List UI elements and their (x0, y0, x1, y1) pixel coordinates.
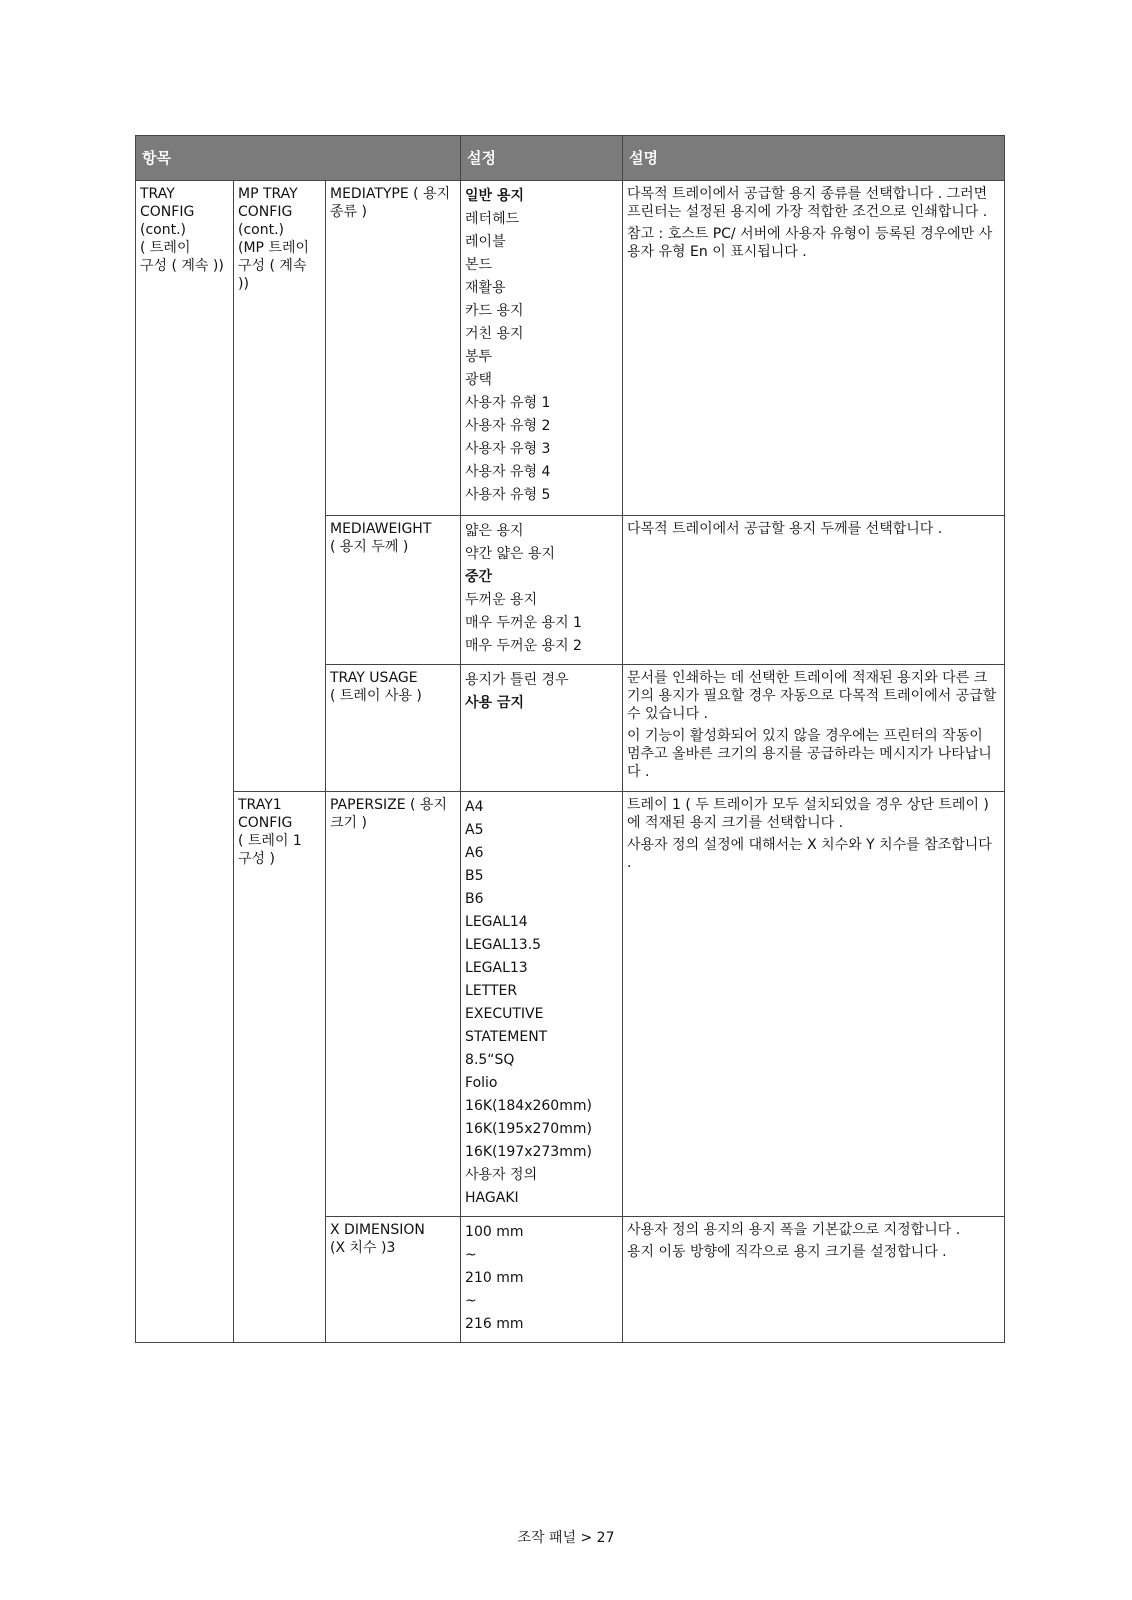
options-cell (461, 516, 623, 665)
description-cell (623, 516, 1005, 665)
option-value: 사용자 유형 2 (465, 418, 551, 434)
option-value: 두꺼운 용지 (465, 592, 538, 608)
menu-item-label: ( 용지 두께 ) (330, 539, 409, 555)
menu-item-label: 크기 ) (330, 815, 367, 831)
description-paragraph: 참고 : 호스트 PC/ 서버에 사용자 유형이 등록된 경우에만 사용자 유형 En 이 표시됩니다 . (627, 226, 993, 260)
option-value: B5 (465, 868, 484, 884)
mp-tray-cell (234, 181, 326, 792)
option-value: LEGAL13.5 (465, 937, 542, 953)
tray-config-cell (136, 181, 234, 1343)
option-value: A5 (465, 822, 484, 838)
option-value: HAGAKI (465, 1190, 519, 1206)
menu-item-label: TRAY USAGE (330, 670, 418, 686)
menu-item-label: MEDIATYPE ( 용지 (330, 186, 451, 202)
option-value: 약간 얇은 용지 (465, 546, 556, 562)
option-value: 사용자 유형 4 (465, 464, 551, 480)
option-value: STATEMENT (465, 1029, 548, 1045)
description-cell (623, 665, 1005, 792)
tray1-cell (234, 792, 326, 1343)
menu-item-label: X DIMENSION (330, 1222, 425, 1238)
options-cell (461, 181, 623, 516)
tray-config-label: ( 트레이 (140, 240, 191, 256)
description-paragraph: 다목적 트레이에서 공급할 용지 종류를 선택합니다 . 그러면 프린터는 설정된 용지에 가장 적합한 조건으로 인쇄합니다 . (627, 186, 988, 220)
option-value: 16K(197x273mm) (465, 1144, 592, 1160)
description-paragraph: 이 기능이 활성화되어 있지 않을 경우에는 프린터의 작동이 멈추고 올바른 크기의 용지를 공급하라는 메시지가 나타납니다 . (627, 728, 992, 780)
option-value: 사용자 유형 5 (465, 487, 551, 503)
mp-tray-label: 구성 ( 계속 )) (238, 258, 307, 292)
header-setting: 설정 (461, 136, 623, 181)
option-value: 봉투 (465, 349, 493, 365)
option-value-default: 일반 용지 (465, 188, 525, 204)
tray1-label: TRAY1 (238, 797, 282, 813)
table-row (136, 181, 1005, 516)
tray-config-label: CONFIG (140, 204, 195, 220)
option-value: 210 mm (465, 1270, 524, 1286)
option-value-default: 중간 (465, 569, 493, 585)
option-value: LEGAL13 (465, 960, 528, 976)
menu-item-label: 종류 ) (330, 204, 367, 220)
menu-item-cell (326, 792, 461, 1217)
menu-item-label: (X 치수 )3 (330, 1240, 396, 1256)
tray1-label: ( 트레이 1 (238, 833, 302, 849)
table-header-row (136, 136, 1005, 181)
settings-table (135, 135, 1005, 1343)
option-value: 재활용 (465, 280, 506, 296)
description-cell (623, 181, 1005, 516)
description-paragraph: 사용자 정의 설정에 대해서는 X 치수와 Y 치수를 참조합니다 . (627, 837, 992, 871)
option-value: 16K(184x260mm) (465, 1098, 592, 1114)
option-value: 100 mm (465, 1224, 524, 1240)
options-cell (461, 1217, 623, 1343)
option-value: 매우 두꺼운 용지 1 (465, 615, 582, 631)
option-value: 얇은 용지 (465, 523, 524, 539)
header-item: 항목 (136, 136, 461, 181)
mp-tray-label: (cont.) (238, 222, 284, 238)
option-value: A6 (465, 845, 484, 861)
options-cell (461, 792, 623, 1217)
table-row (136, 792, 1005, 1217)
option-value: 사용자 정의 (465, 1167, 538, 1183)
mp-tray-label: MP TRAY (238, 186, 298, 202)
mp-tray-label: CONFIG (238, 204, 293, 220)
tray1-label: CONFIG (238, 815, 293, 831)
description-paragraph: 사용자 정의 용지의 용지 폭을 기본값으로 지정합니다 . (627, 1222, 961, 1238)
description-cell (623, 792, 1005, 1217)
option-value: 사용자 유형 3 (465, 441, 551, 457)
option-value: 8.5“SQ (465, 1052, 515, 1068)
option-value: A4 (465, 799, 484, 815)
header-description: 설명 (623, 136, 1005, 181)
option-value: 거친 용지 (465, 326, 524, 342)
option-value: LEGAL14 (465, 914, 528, 930)
description-cell (623, 1217, 1005, 1343)
option-value: 매우 두꺼운 용지 2 (465, 638, 582, 654)
tray-config-label: 구성 ( 계속 )) (140, 258, 224, 274)
menu-item-label: ( 트레이 사용 ) (330, 688, 422, 704)
menu-item-label: MEDIAWEIGHT (330, 521, 432, 537)
option-value: 216 mm (465, 1316, 524, 1332)
menu-item-cell (326, 665, 461, 792)
option-value-default: 사용 금지 (465, 695, 525, 711)
option-value: 광택 (465, 372, 493, 388)
menu-item-cell (326, 181, 461, 516)
option-value: LETTER (465, 983, 518, 999)
option-value: 16K(195x270mm) (465, 1121, 592, 1137)
option-value: 레터헤드 (465, 211, 520, 227)
menu-item-cell (326, 516, 461, 665)
option-value: Folio (465, 1075, 498, 1091)
option-value: B6 (465, 891, 484, 907)
option-value: 사용자 유형 1 (465, 395, 551, 411)
option-value: 용지가 틀린 경우 (465, 672, 569, 688)
description-paragraph: 문서를 인쇄하는 데 선택한 트레이에 적재된 용지와 다른 크기의 용지가 필요할 경우 자동으로 다목적 트레이에서 공급할 수 있습니다 . (627, 670, 997, 722)
description-paragraph: 다목적 트레이에서 공급할 용지 두께를 선택합니다 . (627, 521, 943, 537)
menu-item-label: PAPERSIZE ( 용지 (330, 797, 448, 813)
page-footer: 조작 패널 > 27 (517, 1530, 615, 1546)
option-value: 레이블 (465, 234, 506, 250)
description-paragraph: 트레이 1 ( 두 트레이가 모두 설치되었을 경우 상단 트레이 ) 에 적재된 용지 크기를 선택합니다 . (627, 797, 989, 831)
option-value: 카드 용지 (465, 303, 524, 319)
tray-config-label: TRAY (140, 186, 175, 202)
tray1-label: 구성 ) (238, 851, 275, 867)
menu-item-cell (326, 1217, 461, 1343)
option-value: 본드 (465, 257, 493, 273)
mp-tray-label: (MP 트레이 (238, 240, 310, 256)
tray-config-label: (cont.) (140, 222, 186, 238)
options-cell (461, 665, 623, 792)
option-value: ~ (465, 1293, 477, 1309)
option-value: ~ (465, 1247, 477, 1263)
description-paragraph: 용지 이동 방향에 직각으로 용지 크기를 설정합니다 . (627, 1244, 947, 1260)
option-value: EXECUTIVE (465, 1006, 544, 1022)
